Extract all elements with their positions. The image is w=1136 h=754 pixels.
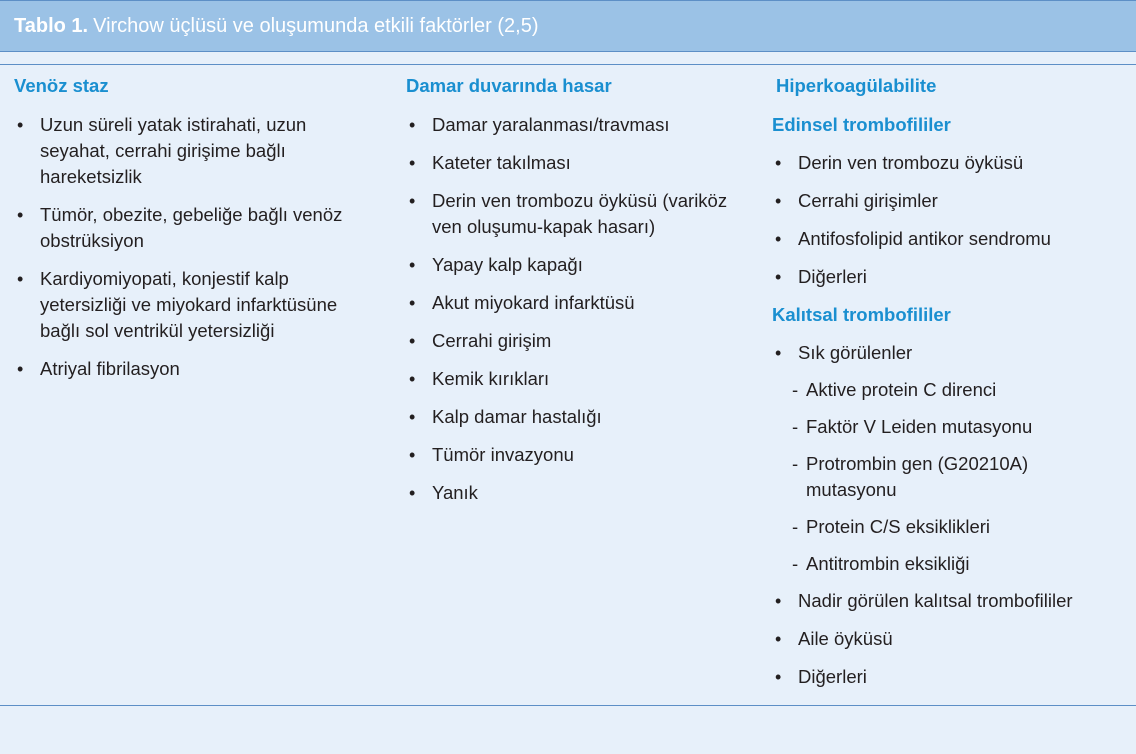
list-item: • Tümör, obezite, gebeliğe bağlı venöz obstrüksiyon [17,204,343,251]
column-heading: Venöz staz [14,75,109,96]
bullet-icon: • [409,407,416,427]
list-item: • Kemik kırıkları [406,366,736,392]
common-sub-list [772,377,1132,577]
column-heading: Damar duvarında hasar [406,75,612,96]
bullet-icon: • [775,629,782,649]
table-title: Virchow üçlüsü ve oluşumunda etkili faktörler (2,5) [93,14,539,37]
bullet-icon: • [17,205,24,225]
bullet-icon: • [17,359,24,379]
list-item: • Derin ven trombozu öyküsü [772,150,1132,176]
bullet-icon: • [409,369,416,389]
subheading-kalitsal: Kalıtsal trombofililer [772,304,951,325]
list-item: • Aile öyküsü [772,626,1132,652]
list-item: • Yapay kalp kapağı [406,252,736,278]
bullet-icon: • [17,269,24,289]
bullet-icon: • [409,153,416,173]
list-item: • Damar yaralanması/travması [406,112,736,138]
kalitsal-list [772,340,1132,366]
list-item: • Diğerleri [772,264,1132,290]
list-item: • Yanık [406,480,736,506]
sub-list-item: - Protrombin gen (G20210A) mutasyonu [792,453,1029,500]
bullet-icon: • [775,191,782,211]
column-hiperkoagulabilite [772,72,1132,702]
list-item: • Atriyal fibrilasyon [14,356,344,382]
column-venoz-staz [14,72,344,394]
bullet-icon: • [409,255,416,275]
list-item: • Tümör invazyonu [406,442,736,468]
bullet-icon: • [409,191,416,211]
list-item: • Nadir görülen kalıtsal trombofililer [772,588,1132,614]
table-number: Tablo 1. [14,14,89,37]
bullet-icon: • [409,115,416,135]
table-title-bar [0,0,1136,52]
dash-icon: - [792,379,799,400]
footer-rule [0,705,1136,706]
bullet-icon: • [775,667,782,687]
dash-icon: - [792,453,799,474]
list-item: • Akut miyokard infarktüsü [406,290,736,316]
hiper-content [772,112,1132,690]
list-item: • Uzun süreli yatak istirahati, uzun seyahat, cerrahi girişime bağlı hareketsizlik [17,114,307,187]
dash-icon: - [792,416,799,437]
bullet-icon: • [775,591,782,611]
column-heading: Hiperkoagülabilite [776,75,937,96]
list-item: • Cerrahi girişim [406,328,736,354]
list-item: • Diğerleri [772,664,1132,690]
list-item: • Derin ven trombozu öyküsü (variköz ven oluşumu-kapak hasarı) [409,190,728,237]
dash-icon: - [792,516,799,537]
sub-list-item: - Aktive protein C direnci [772,377,1132,403]
kalitsal-other-list [772,588,1132,690]
bullet-icon: • [409,445,416,465]
list-item: • Kateter takılması [406,150,736,176]
bullet-icon: • [775,153,782,173]
bullet-icon: • [775,267,782,287]
sub-list-item: - Antitrombin eksikliği [772,551,1132,577]
bullet-icon: • [409,293,416,313]
subheading-edinsel: Edinsel trombofililer [772,114,951,135]
list-item: • Sık görülenler [772,340,1132,366]
bullet-icon: • [775,229,782,249]
list-item: • Kardiyomiyopati, konjestif kalp yetersizliği ve miyokard infarktüsüne bağlı sol ventrikül yetersizliği [17,268,338,341]
edinsel-list [772,150,1132,290]
venoz-list [14,112,344,382]
bullet-icon: • [17,115,24,135]
list-item: • Cerrahi girişimler [772,188,1132,214]
dash-icon: - [792,553,799,574]
list-item: • Antifosfolipid antikor sendromu [772,226,1132,252]
sub-list-item: - Faktör V Leiden mutasyonu [772,414,1132,440]
bullet-icon: • [409,331,416,351]
sub-list-item: - Protein C/S eksiklikleri [772,514,1132,540]
damar-list [406,112,736,506]
column-damar-duvari [406,72,736,518]
bullet-icon: • [775,343,782,363]
bullet-icon: • [409,483,416,503]
header-rule [0,64,1136,65]
list-item: • Kalp damar hastalığı [406,404,736,430]
